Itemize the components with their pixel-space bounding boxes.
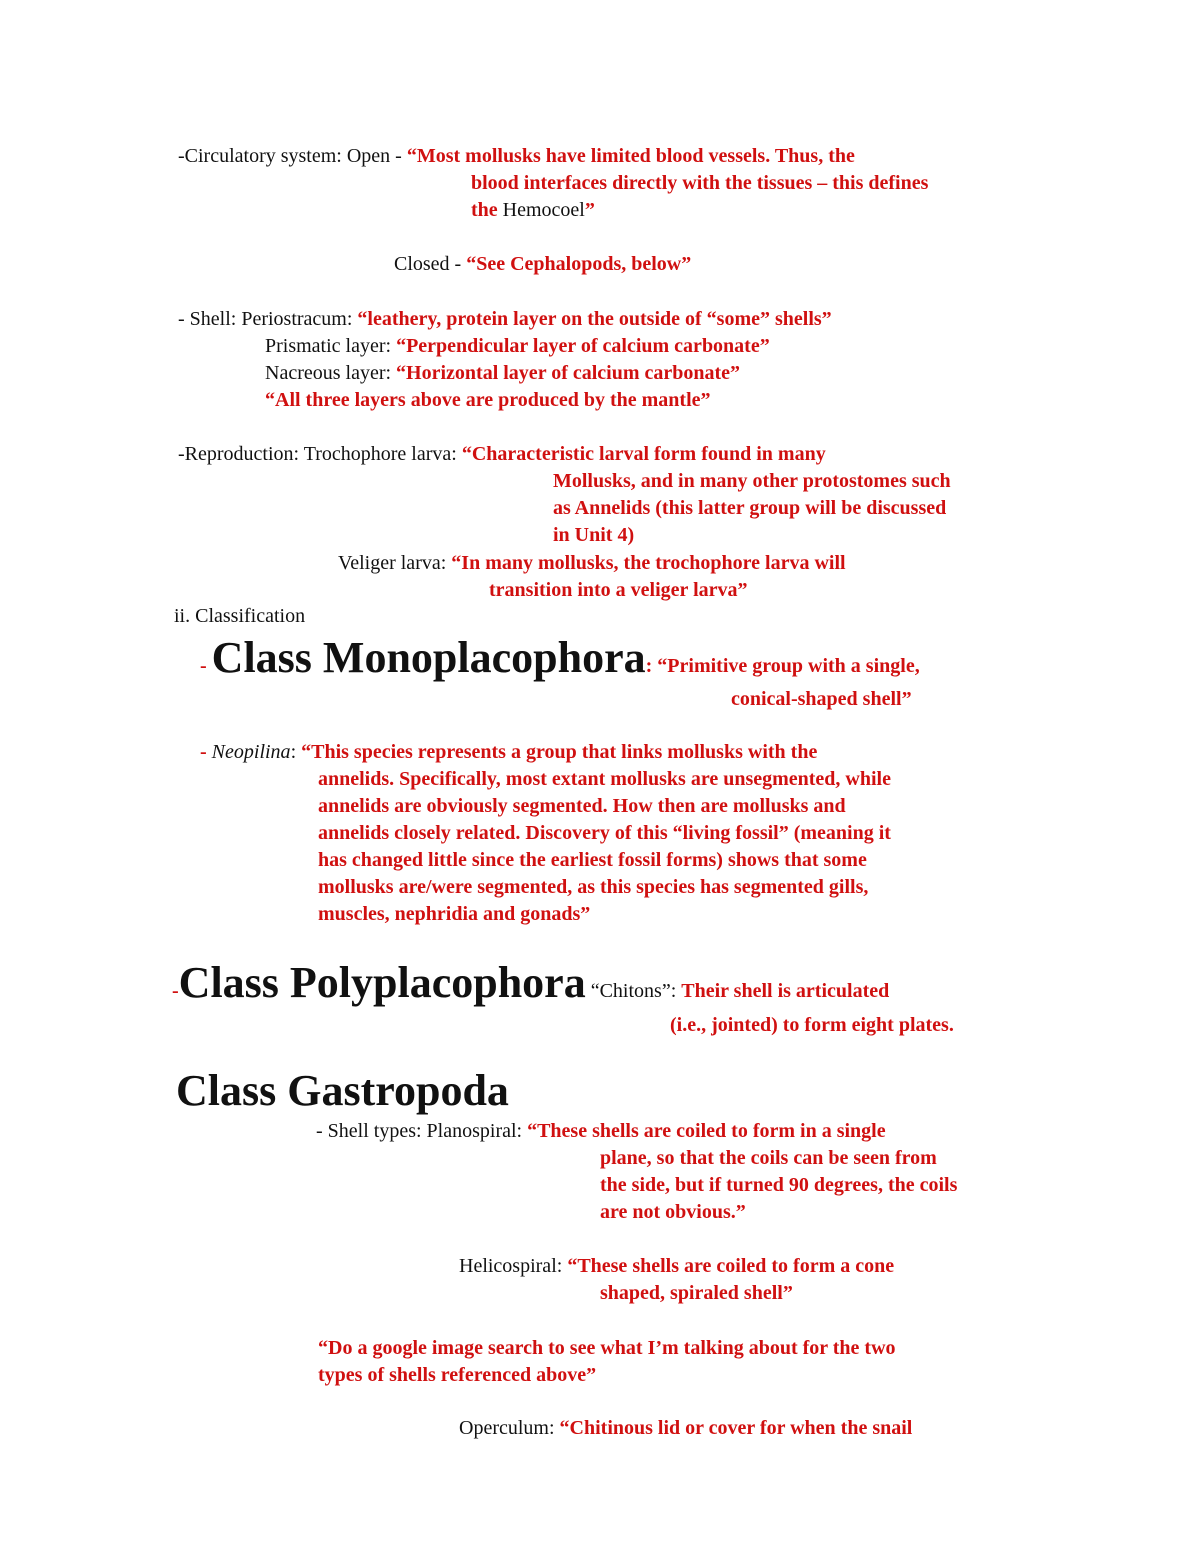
neopilina-dash: -: [200, 741, 212, 763]
circulatory-open-text-2: blood interfaces directly with the tissues – this defines: [471, 172, 929, 194]
closed-text: “See Cephalopods, below”: [466, 253, 692, 275]
monoplacophora-title: Class Monoplacophora: [211, 633, 646, 682]
google-note-text-1: “Do a google image search to see what I’m talking about for the two: [318, 1337, 896, 1359]
periostracum-text: “leathery, protein layer on the outside of “some” shells”: [357, 308, 832, 330]
helicospiral-text-2: shaped, spiraled shell”: [600, 1282, 793, 1304]
trochophore-text-3: as Annelids (this latter group will be discussed: [553, 497, 947, 519]
trochophore-text-2: Mollusks, and in many other protostomes such: [553, 470, 951, 492]
circulatory-open-line: [178, 143, 855, 170]
nacreous-text: “Horizontal layer of calcium carbonate”: [396, 362, 741, 384]
reproduction-label: -Reproduction: Trochophore larva:: [178, 443, 462, 465]
helicospiral-label: Helicospiral:: [459, 1255, 568, 1277]
shell-all-three-text: “All three layers above are produced by the mantle”: [265, 389, 711, 411]
shell-nacreous-line: [265, 360, 740, 387]
classification-heading: ii. Classification: [174, 605, 306, 627]
operculum-label: Operculum:: [459, 1417, 560, 1439]
monoplacophora-line: [200, 633, 920, 691]
monoplacophora-desc-1: “Primitive group with a single,: [657, 655, 920, 677]
gastropoda-helicospiral-line: [459, 1253, 894, 1280]
circulatory-open-text-1: “Most mollusks have limited blood vessels. Thus, the: [406, 145, 855, 167]
neopilina-text-3: annelids are obviously segmented. How then are mollusks and: [318, 795, 846, 817]
prismatic-label: Prismatic layer:: [265, 335, 397, 357]
planospiral-text-3: the side, but if turned 90 degrees, the coils: [600, 1174, 958, 1196]
monoplacophora-desc-2: conical-shaped shell”: [731, 688, 912, 710]
helicospiral-text-1: “These shells are coiled to form a cone: [567, 1255, 895, 1277]
neopilina-line-1: [200, 739, 817, 766]
circulatory-open-text-3c: ”: [584, 199, 595, 221]
polyplacophora-line: [172, 958, 889, 1016]
monoplacophora-dash: -: [200, 655, 212, 677]
reproduction-veliger-line: [338, 550, 846, 577]
neopilina-text-7: muscles, nephridia and gonads”: [318, 903, 591, 925]
shell-prismatic-line: [265, 333, 770, 360]
circulatory-label: -Circulatory system: Open -: [178, 145, 407, 167]
veliger-label: Veliger larva:: [338, 552, 452, 574]
neopilina-name: Neopilina: [211, 741, 291, 763]
closed-label: Closed -: [394, 253, 467, 275]
polyplacophora-desc-1: Their shell is articulated: [681, 980, 890, 1002]
neopilina-text-5: has changed little since the earliest fossil forms) shows that some: [318, 849, 867, 871]
polyplacophora-dash: -: [172, 980, 179, 1002]
reproduction-trochophore-line: [178, 441, 826, 468]
planospiral-text-1: “These shells are coiled to form in a single: [527, 1120, 886, 1142]
planospiral-text-2: plane, so that the coils can be seen from: [600, 1147, 937, 1169]
shell-types-label: - Shell types: Planospiral:: [316, 1120, 528, 1142]
gastropoda-operculum-line: [459, 1415, 912, 1442]
gastropoda-title: Class Gastropoda: [176, 1066, 509, 1115]
shell-label: - Shell: Periostracum:: [178, 308, 358, 330]
veliger-text-1: “In many mollusks, the trochophore larva will: [451, 552, 846, 574]
neopilina-text-6: mollusks are/were segmented, as this species has segmented gills,: [318, 876, 869, 898]
nacreous-label: Nacreous layer:: [265, 362, 397, 384]
shell-periostracum-line: [178, 306, 832, 333]
veliger-text-2: transition into a veliger larva”: [489, 579, 748, 601]
circulatory-open-text-3a: the: [471, 199, 503, 221]
circulatory-open-line-3: [471, 197, 595, 224]
trochophore-text-4: in Unit 4): [553, 524, 635, 546]
gastropoda-planospiral-line: [316, 1118, 886, 1145]
neopilina-text-1: “This species represents a group that links mollusks with the: [301, 741, 818, 763]
trochophore-text-1: “Characteristic larval form found in many: [461, 443, 826, 465]
neopilina-text-4: annelids closely related. Discovery of this “living fossil” (meaning it: [318, 822, 891, 844]
circulatory-closed-line: [394, 251, 691, 278]
polyplacophora-common-name: “Chitons”:: [585, 980, 682, 1002]
hemocoel-term: Hemocoel: [502, 199, 585, 221]
planospiral-text-4: are not obvious.”: [600, 1201, 746, 1223]
monoplacophora-colon: :: [645, 655, 658, 677]
polyplacophora-desc-2: (i.e., jointed) to form eight plates.: [670, 1014, 954, 1036]
neopilina-text-2: annelids. Specifically, most extant mollusks are unsegmented, while: [318, 768, 891, 790]
polyplacophora-title: Class Polyplacophora: [178, 958, 586, 1007]
operculum-text-1: “Chitinous lid or cover for when the snail: [559, 1417, 913, 1439]
prismatic-text: “Perpendicular layer of calcium carbonate”: [396, 335, 770, 357]
neopilina-colon: :: [290, 741, 302, 763]
google-note-text-2: types of shells referenced above”: [318, 1364, 597, 1386]
